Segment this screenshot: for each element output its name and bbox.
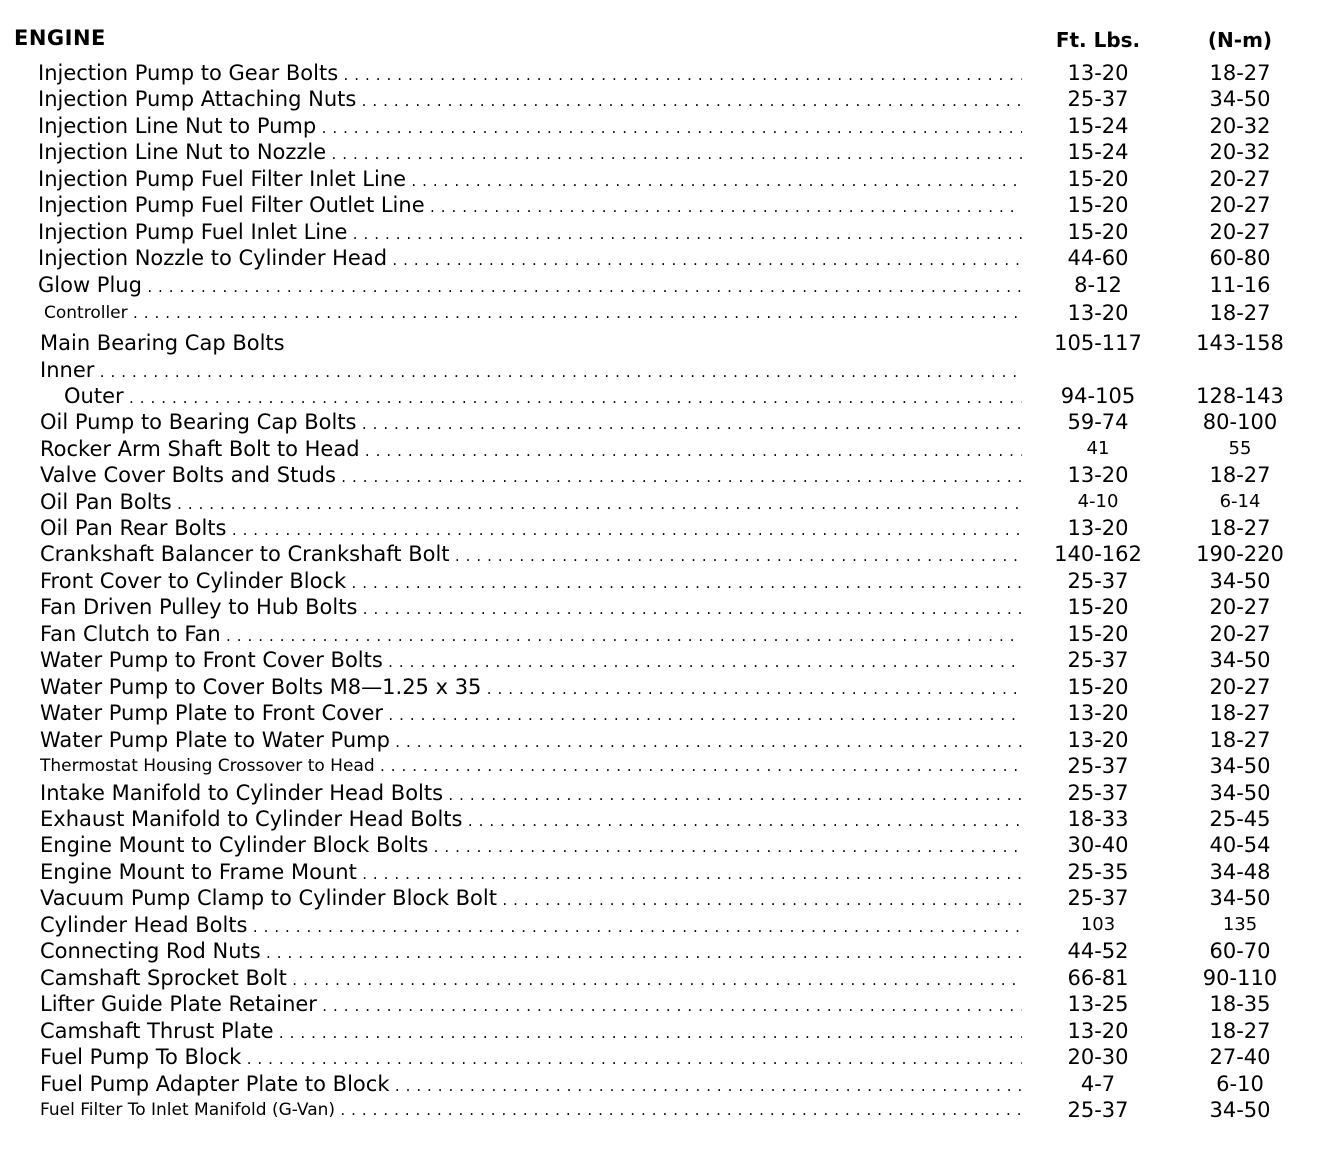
column-header-nm: (N-m) [1207, 28, 1273, 52]
row-label: Thermostat Housing Crossover to Head . . . [40, 756, 1022, 776]
table-row [0, 192, 1344, 218]
row-label: Vacuum Pump Clamp to Cylinder Block Bolt . . . [40, 886, 1022, 910]
row-label-wrap [40, 357, 1022, 383]
row-label: Water Pump to Cover Bolts M8—1.25 x 35 . . . [40, 675, 1022, 699]
row-nm: 18-27 [1209, 301, 1271, 325]
row-nm: 27-40 [1209, 1045, 1271, 1069]
row-ft-lbs: 59-74 [1067, 410, 1129, 434]
table-row [0, 541, 1344, 567]
row-ft-lbs: 25-37 [1067, 87, 1129, 111]
table-row [0, 621, 1344, 647]
row-label: Intake Manifold to Cylinder Head Bolts . . . [40, 781, 1022, 805]
table-row [0, 1071, 1344, 1097]
table-row [0, 219, 1344, 245]
table-row [0, 700, 1344, 726]
row-label: Glow Plug . . . [38, 273, 1022, 297]
row-nm: 20-27 [1209, 167, 1271, 191]
table-row [0, 753, 1344, 779]
table-row [0, 991, 1344, 1017]
row-nm: 34-50 [1209, 781, 1271, 805]
table-row [0, 806, 1344, 832]
row-nm: 11-16 [1209, 273, 1271, 297]
row-nm: 34-50 [1209, 886, 1271, 910]
row-label: Front Cover to Cylinder Block . . . [40, 569, 1022, 593]
row-label: Exhaust Manifold to Cylinder Head Bolts . . . [40, 807, 1022, 831]
row-label: Fan Driven Pulley to Hub Bolts . . . [40, 595, 1022, 619]
row-label-wrap [40, 965, 1022, 991]
row-label: Fuel Filter To Inlet Manifold (G-Van) . . . [40, 1100, 1022, 1120]
column-header-ft-lbs: Ft. Lbs. [1055, 28, 1141, 52]
row-label-wrap [40, 489, 1022, 515]
row-nm: 34-50 [1209, 648, 1271, 672]
row-label: Injection Pump Fuel Inlet Line . . . [38, 220, 1022, 244]
row-label-wrap [38, 166, 1022, 192]
row-label-wrap [40, 436, 1022, 462]
row-ft-lbs: 15-24 [1067, 140, 1129, 164]
row-label-wrap [40, 330, 1022, 356]
row-label-wrap [64, 383, 1022, 409]
row-nm: 90-110 [1202, 966, 1278, 990]
row-label: Lifter Guide Plate Retainer . . . [40, 992, 1022, 1016]
row-ft-lbs: 13-20 [1067, 1019, 1129, 1043]
row-label-wrap [40, 1071, 1022, 1097]
row-label: Oil Pan Bolts . . . [40, 490, 1022, 514]
table-header [0, 26, 1344, 56]
table-row [0, 489, 1344, 515]
row-label: Crankshaft Balancer to Crankshaft Bolt . . . [40, 542, 1022, 566]
row-ft-lbs: 4-7 [1080, 1072, 1116, 1096]
table-row [0, 409, 1344, 435]
row-label: Connecting Rod Nuts . . . [40, 939, 1022, 963]
row-ft-lbs: 15-20 [1067, 193, 1129, 217]
row-ft-lbs: 15-20 [1067, 595, 1129, 619]
row-nm: 18-27 [1209, 728, 1271, 752]
row-nm: 20-27 [1209, 622, 1271, 646]
row-ft-lbs: 18-33 [1067, 807, 1129, 831]
row-label: Water Pump to Front Cover Bolts . . . [40, 648, 1022, 672]
table-row [0, 436, 1344, 462]
row-label-wrap [38, 139, 1022, 165]
row-label-wrap [40, 541, 1022, 567]
table-row [0, 965, 1344, 991]
table-row [0, 1097, 1344, 1123]
row-nm: 20-27 [1209, 675, 1271, 699]
row-ft-lbs: 140-162 [1054, 542, 1142, 566]
row-label: Oil Pump to Bearing Cap Bolts . . . [40, 410, 1022, 434]
row-nm: 18-27 [1209, 1019, 1271, 1043]
row-ft-lbs: 44-60 [1067, 246, 1129, 270]
row-label-wrap [38, 219, 1022, 245]
row-nm: 18-35 [1209, 992, 1271, 1016]
section-title: ENGINE [14, 26, 106, 50]
table-row [0, 859, 1344, 885]
row-label: Main Bearing Cap Bolts [40, 331, 285, 355]
table-row [0, 885, 1344, 911]
row-label-wrap [40, 1044, 1022, 1070]
table-row [0, 1018, 1344, 1044]
row-ft-lbs: 13-20 [1067, 61, 1129, 85]
row-nm: 143-158 [1196, 331, 1284, 355]
row-label: Injection Pump Fuel Filter Outlet Line . . . [38, 193, 1022, 217]
row-nm: 18-27 [1209, 61, 1271, 85]
row-label-wrap [40, 594, 1022, 620]
table-row [0, 912, 1344, 938]
row-label-wrap [40, 515, 1022, 541]
table-row [0, 245, 1344, 271]
row-label: Camshaft Thrust Plate . . . [40, 1019, 1022, 1043]
row-ft-lbs: 30-40 [1067, 833, 1129, 857]
row-label-wrap [40, 621, 1022, 647]
table-row [0, 357, 1344, 383]
row-label-wrap [38, 113, 1022, 139]
row-label-wrap [44, 300, 1022, 326]
table-row [0, 60, 1344, 86]
table-row [0, 383, 1344, 409]
row-label-wrap [40, 647, 1022, 673]
row-ft-lbs: 25-37 [1067, 886, 1129, 910]
row-ft-lbs: 66-81 [1067, 966, 1129, 990]
row-ft-lbs: 105-117 [1054, 331, 1142, 355]
table-row [0, 568, 1344, 594]
table-row [0, 113, 1344, 139]
row-nm: 20-32 [1209, 140, 1271, 164]
row-ft-lbs: 103 [1080, 914, 1116, 935]
row-nm: 18-27 [1209, 516, 1271, 540]
row-nm: 20-32 [1209, 114, 1271, 138]
table-row [0, 674, 1344, 700]
table-row [0, 300, 1344, 326]
row-label: Injection Line Nut to Pump . . . [38, 114, 1022, 138]
row-nm: 55 [1228, 438, 1252, 459]
row-nm: 18-27 [1209, 463, 1271, 487]
row-nm: 60-80 [1209, 246, 1271, 270]
row-ft-lbs: 15-20 [1067, 220, 1129, 244]
row-label-wrap [40, 753, 1022, 779]
row-label: Fuel Pump To Block . . . [40, 1045, 1022, 1069]
row-label: Controller . . . [44, 303, 1022, 323]
table-row [0, 166, 1344, 192]
row-label: Injection Pump Fuel Filter Inlet Line . . . [38, 167, 1022, 191]
row-label: Water Pump Plate to Front Cover . . . [40, 701, 1022, 725]
row-ft-lbs: 25-37 [1067, 754, 1129, 778]
row-label-wrap [40, 700, 1022, 726]
row-ft-lbs: 44-52 [1067, 939, 1129, 963]
row-nm: 20-27 [1209, 220, 1271, 244]
row-label: Inner . . . [40, 358, 1022, 382]
row-ft-lbs: 8-12 [1074, 273, 1122, 297]
row-nm: 34-50 [1209, 1098, 1271, 1122]
row-ft-lbs: 13-20 [1067, 728, 1129, 752]
row-nm: 128-143 [1196, 384, 1284, 408]
row-label-wrap [40, 727, 1022, 753]
row-label: Fuel Pump Adapter Plate to Block . . . [40, 1072, 1022, 1096]
row-ft-lbs: 15-20 [1067, 167, 1129, 191]
row-nm: 34-50 [1209, 754, 1271, 778]
row-ft-lbs: 25-37 [1067, 1098, 1129, 1122]
row-label: Fan Clutch to Fan . . . [40, 622, 1022, 646]
row-nm: 135 [1222, 914, 1258, 935]
row-label-wrap [40, 832, 1022, 858]
row-label-wrap [40, 780, 1022, 806]
row-label-wrap [38, 272, 1022, 298]
row-ft-lbs: 25-37 [1067, 781, 1129, 805]
row-ft-lbs: 15-24 [1067, 114, 1129, 138]
row-label-wrap [40, 1097, 1022, 1123]
row-label-wrap [38, 245, 1022, 271]
row-label: Rocker Arm Shaft Bolt to Head . . . [40, 437, 1022, 461]
table-row [0, 139, 1344, 165]
row-label: Injection Pump to Gear Bolts . . . [38, 61, 1022, 85]
table-row [0, 938, 1344, 964]
row-label-wrap [40, 674, 1022, 700]
row-ft-lbs: 94-105 [1060, 384, 1136, 408]
row-nm: 18-27 [1209, 701, 1271, 725]
table-row [0, 647, 1344, 673]
row-nm: 20-27 [1209, 193, 1271, 217]
row-label-wrap [40, 462, 1022, 488]
row-label: Engine Mount to Cylinder Block Bolts . . . [40, 833, 1022, 857]
row-ft-lbs: 41 [1086, 438, 1110, 459]
row-nm: 6-10 [1216, 1072, 1264, 1096]
row-ft-lbs: 20-30 [1067, 1045, 1129, 1069]
row-ft-lbs: 13-20 [1067, 516, 1129, 540]
row-label: Oil Pan Rear Bolts . . . [40, 516, 1022, 540]
row-label-wrap [38, 60, 1022, 86]
row-label-wrap [40, 912, 1022, 938]
row-nm: 80-100 [1202, 410, 1278, 434]
row-nm: 40-54 [1209, 833, 1271, 857]
row-label: Injection Nozzle to Cylinder Head . . . [38, 246, 1022, 270]
table-row [0, 780, 1344, 806]
row-ft-lbs: 25-37 [1067, 648, 1129, 672]
row-label-wrap [40, 1018, 1022, 1044]
row-ft-lbs: 25-37 [1067, 569, 1129, 593]
table-row [0, 594, 1344, 620]
row-nm: 25-45 [1209, 807, 1271, 831]
row-nm: 6-14 [1219, 491, 1261, 512]
row-nm: 34-50 [1209, 569, 1271, 593]
row-label: Valve Cover Bolts and Studs . . . [40, 463, 1022, 487]
row-ft-lbs: 13-25 [1067, 992, 1129, 1016]
row-label-wrap [38, 192, 1022, 218]
table-row [0, 462, 1344, 488]
table-row [0, 1044, 1344, 1070]
row-label: Cylinder Head Bolts . . . [40, 913, 1022, 937]
row-nm: 34-48 [1209, 860, 1271, 884]
row-label: Injection Line Nut to Nozzle . . . [38, 140, 1022, 164]
row-nm: 34-50 [1209, 87, 1271, 111]
row-ft-lbs: 15-20 [1067, 622, 1129, 646]
table-row [0, 86, 1344, 112]
row-ft-lbs: 13-20 [1067, 701, 1129, 725]
row-ft-lbs: 4-10 [1077, 491, 1119, 512]
row-label-wrap [40, 859, 1022, 885]
row-label: Engine Mount to Frame Mount . . . [40, 860, 1022, 884]
row-label-wrap [40, 991, 1022, 1017]
table-row [0, 515, 1344, 541]
row-ft-lbs: 13-20 [1067, 301, 1129, 325]
row-label: Water Pump Plate to Water Pump . . . [40, 728, 1022, 752]
table-row [0, 832, 1344, 858]
row-nm: 190-220 [1196, 542, 1284, 566]
table-row [0, 272, 1344, 298]
row-label-wrap [40, 806, 1022, 832]
row-label: Injection Pump Attaching Nuts . . . [38, 87, 1022, 111]
row-label-wrap [38, 86, 1022, 112]
row-label-wrap [40, 568, 1022, 594]
row-label-wrap [40, 885, 1022, 911]
table-row [0, 727, 1344, 753]
row-label-wrap [40, 409, 1022, 435]
row-label: Outer . . . [64, 384, 1022, 408]
row-nm: 60-70 [1209, 939, 1271, 963]
row-ft-lbs: 15-20 [1067, 675, 1129, 699]
row-label-wrap [40, 938, 1022, 964]
row-ft-lbs: 13-20 [1067, 463, 1129, 487]
row-ft-lbs: 25-35 [1067, 860, 1129, 884]
row-nm: 20-27 [1209, 595, 1271, 619]
table-row [0, 330, 1344, 356]
row-label: Camshaft Sprocket Bolt . . . [40, 966, 1022, 990]
